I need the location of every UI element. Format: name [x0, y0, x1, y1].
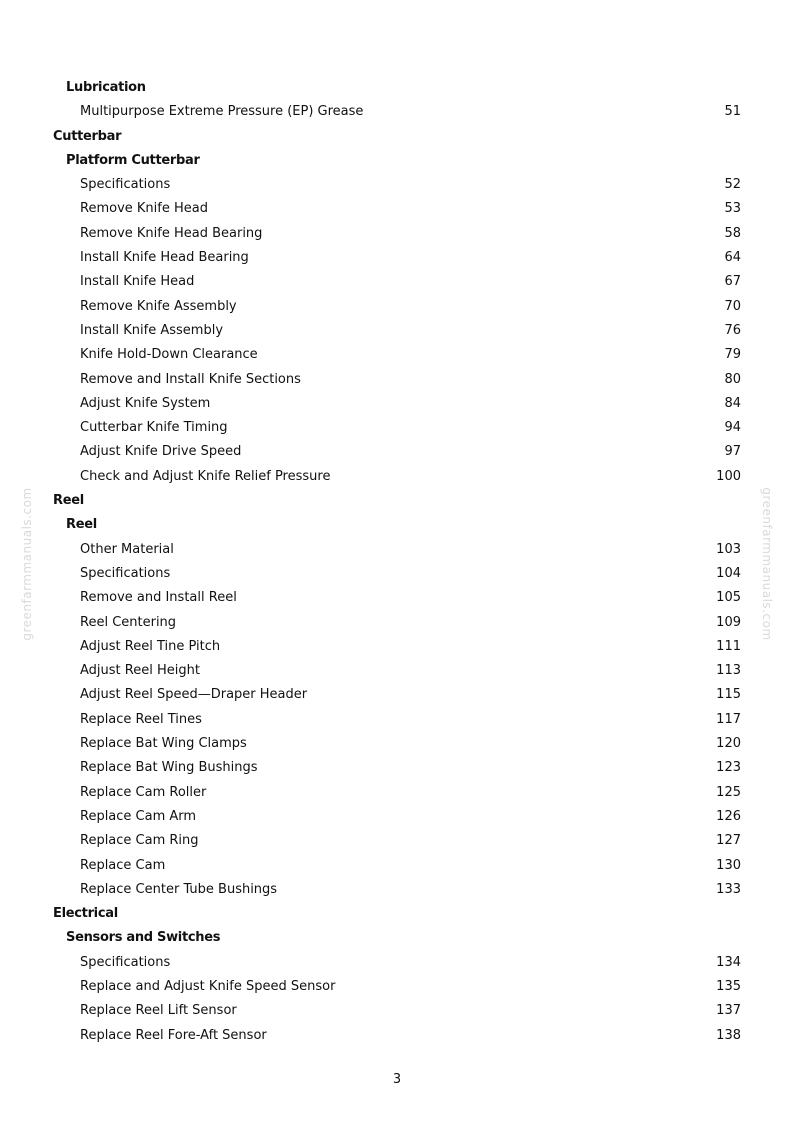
watermark-right: greenfarmmanuals.com: [760, 487, 774, 641]
toc-entry-title: Electrical: [53, 906, 118, 922]
toc-entry-title: Replace Reel Tines: [80, 711, 202, 727]
watermark-left: greenfarmmanuals.com: [20, 487, 34, 641]
toc-entry[interactable]: [0, 440, 794, 464]
toc-entry[interactable]: [0, 1024, 794, 1048]
toc-entry[interactable]: [0, 368, 794, 392]
toc-entry-title: Replace Cam Arm: [80, 808, 197, 824]
toc-entry-title: Install Knife Head Bearing: [80, 250, 249, 266]
toc-entry-page-number: 104: [716, 565, 741, 581]
toc-chapter-heading: [0, 902, 794, 926]
toc-entry[interactable]: [0, 562, 794, 586]
toc-entry-title: Other Material: [80, 541, 174, 557]
toc-entry-title: Reel Centering: [80, 614, 177, 630]
toc-entry[interactable]: [0, 781, 794, 805]
toc-entry-title: Replace Bat Wing Bushings: [80, 760, 258, 776]
toc-entry-title: Remove and Install Knife Sections: [80, 371, 301, 387]
toc-entry-title: Sensors and Switches: [66, 930, 221, 946]
toc-entry-title: Replace Bat Wing Clamps: [80, 736, 247, 752]
toc-entry[interactable]: [0, 222, 794, 246]
toc-entry-title: Multipurpose Extreme Pressure (EP) Grease: [80, 104, 364, 120]
toc-entry-page-number: 79: [724, 347, 741, 363]
toc-entry-page-number: 120: [716, 736, 741, 752]
toc-entry-title: Specifications: [80, 565, 171, 581]
toc-entry-title: Adjust Reel Height: [80, 663, 200, 679]
toc-entry-title: Replace Cam: [80, 857, 166, 873]
toc-section-heading: [0, 149, 794, 173]
toc-entry[interactable]: [0, 295, 794, 319]
toc-entry-page-number: 111: [716, 638, 741, 654]
toc-section-heading: [0, 76, 794, 100]
toc-entry[interactable]: [0, 611, 794, 635]
toc-entry-page-number: 127: [716, 833, 741, 849]
toc-entry-page-number: 130: [716, 857, 741, 873]
toc-entry-title: Reel: [53, 493, 84, 509]
toc-entry[interactable]: [0, 246, 794, 270]
toc-section-heading: [0, 926, 794, 950]
toc-entry-page-number: 125: [716, 784, 741, 800]
toc-entry[interactable]: [0, 659, 794, 683]
toc-entry-page-number: 84: [724, 395, 741, 411]
toc-entry-page-number: 97: [724, 444, 741, 460]
toc-entry[interactable]: [0, 100, 794, 124]
toc-entry[interactable]: [0, 392, 794, 416]
toc-entry-page-number: 126: [716, 808, 741, 824]
toc-entry-page-number: 103: [716, 541, 741, 557]
toc-section-heading: [0, 513, 794, 537]
toc-entry[interactable]: [0, 708, 794, 732]
toc-entry-page-number: 51: [724, 104, 741, 120]
toc-entry[interactable]: [0, 586, 794, 610]
toc-entry-title: Specifications: [80, 954, 171, 970]
toc-entry-title: Replace Cam Roller: [80, 784, 207, 800]
toc-entry-page-number: 76: [724, 322, 741, 338]
toc-entry-title: Install Knife Head: [80, 274, 195, 290]
table-of-contents: [0, 76, 794, 1048]
toc-entry-page-number: 138: [716, 1027, 741, 1043]
toc-entry-title: Replace Reel Lift Sensor: [80, 1003, 237, 1019]
toc-entry[interactable]: [0, 975, 794, 999]
toc-entry[interactable]: [0, 343, 794, 367]
toc-entry-page-number: 53: [724, 201, 741, 217]
toc-entry-page-number: 134: [716, 954, 741, 970]
toc-entry-title: Adjust Knife Drive Speed: [80, 444, 242, 460]
toc-entry-page-number: 133: [716, 881, 741, 897]
toc-entry-page-number: 115: [716, 687, 741, 703]
toc-entry-title: Replace Center Tube Bushings: [80, 881, 278, 897]
toc-entry-title: Lubrication: [66, 80, 146, 95]
toc-entry[interactable]: [0, 878, 794, 902]
toc-entry-title: Replace Cam Ring: [80, 833, 199, 849]
toc-chapter-heading: [0, 489, 794, 513]
toc-entry[interactable]: [0, 465, 794, 489]
toc-entry-title: Remove Knife Head: [80, 201, 208, 217]
toc-entry-title: Adjust Reel Speed—Draper Header: [80, 687, 308, 703]
toc-entry-title: Knife Hold-Down Clearance: [80, 347, 258, 363]
toc-entry-page-number: 94: [724, 420, 741, 436]
toc-entry-page-number: 117: [716, 711, 741, 727]
toc-entry-page-number: 52: [724, 177, 741, 193]
toc-entry-title: Cutterbar: [53, 128, 122, 144]
toc-entry-title: Adjust Reel Tine Pitch: [80, 638, 221, 654]
toc-entry[interactable]: [0, 732, 794, 756]
toc-entry[interactable]: [0, 197, 794, 221]
toc-entry-page-number: 80: [724, 371, 741, 387]
toc-entry-page-number: 123: [716, 760, 741, 776]
toc-entry-title: Remove Knife Assembly: [80, 298, 237, 314]
toc-entry-title: Install Knife Assembly: [80, 322, 224, 338]
toc-entry-page-number: 113: [716, 663, 741, 679]
toc-entry[interactable]: [0, 270, 794, 294]
toc-entry-page-number: 64: [724, 250, 741, 266]
page-number: 3: [392, 1072, 402, 1087]
toc-entry-title: Replace and Adjust Knife Speed Sensor: [80, 978, 336, 994]
toc-entry[interactable]: [0, 805, 794, 829]
toc-entry-page-number: 105: [716, 590, 741, 606]
toc-entry-page-number: 100: [716, 468, 741, 484]
toc-entry-page-number: 70: [724, 298, 741, 314]
toc-entry-title: Check and Adjust Knife Relief Pressure: [80, 468, 331, 484]
toc-entry[interactable]: [0, 829, 794, 853]
toc-entry-page-number: 109: [716, 614, 741, 630]
toc-entry-title: Specifications: [80, 177, 171, 193]
toc-entry[interactable]: [0, 683, 794, 707]
toc-entry[interactable]: [0, 635, 794, 659]
toc-entry-page-number: 135: [716, 978, 741, 994]
toc-entry-title: Adjust Knife System: [80, 395, 211, 411]
toc-entry-page-number: 58: [724, 225, 741, 241]
toc-entry-title: Remove Knife Head Bearing: [80, 225, 263, 241]
toc-entry-title: Replace Reel Fore-Aft Sensor: [80, 1027, 267, 1043]
toc-entry[interactable]: [0, 999, 794, 1023]
toc-entry-title: Platform Cutterbar: [66, 152, 200, 168]
toc-entry-title: Remove and Install Reel: [80, 590, 237, 606]
toc-entry[interactable]: [0, 756, 794, 780]
toc-entry[interactable]: [0, 538, 794, 562]
toc-entry[interactable]: [0, 173, 794, 197]
toc-entry-title: Reel: [66, 517, 97, 533]
toc-entry-title: Cutterbar Knife Timing: [80, 420, 228, 436]
toc-entry-page-number: 137: [716, 1003, 741, 1019]
toc-chapter-heading: [0, 125, 794, 149]
toc-entry[interactable]: [0, 951, 794, 975]
toc-entry[interactable]: [0, 416, 794, 440]
toc-entry-page-number: 67: [724, 274, 741, 290]
toc-entry[interactable]: [0, 319, 794, 343]
toc-entry[interactable]: [0, 854, 794, 878]
